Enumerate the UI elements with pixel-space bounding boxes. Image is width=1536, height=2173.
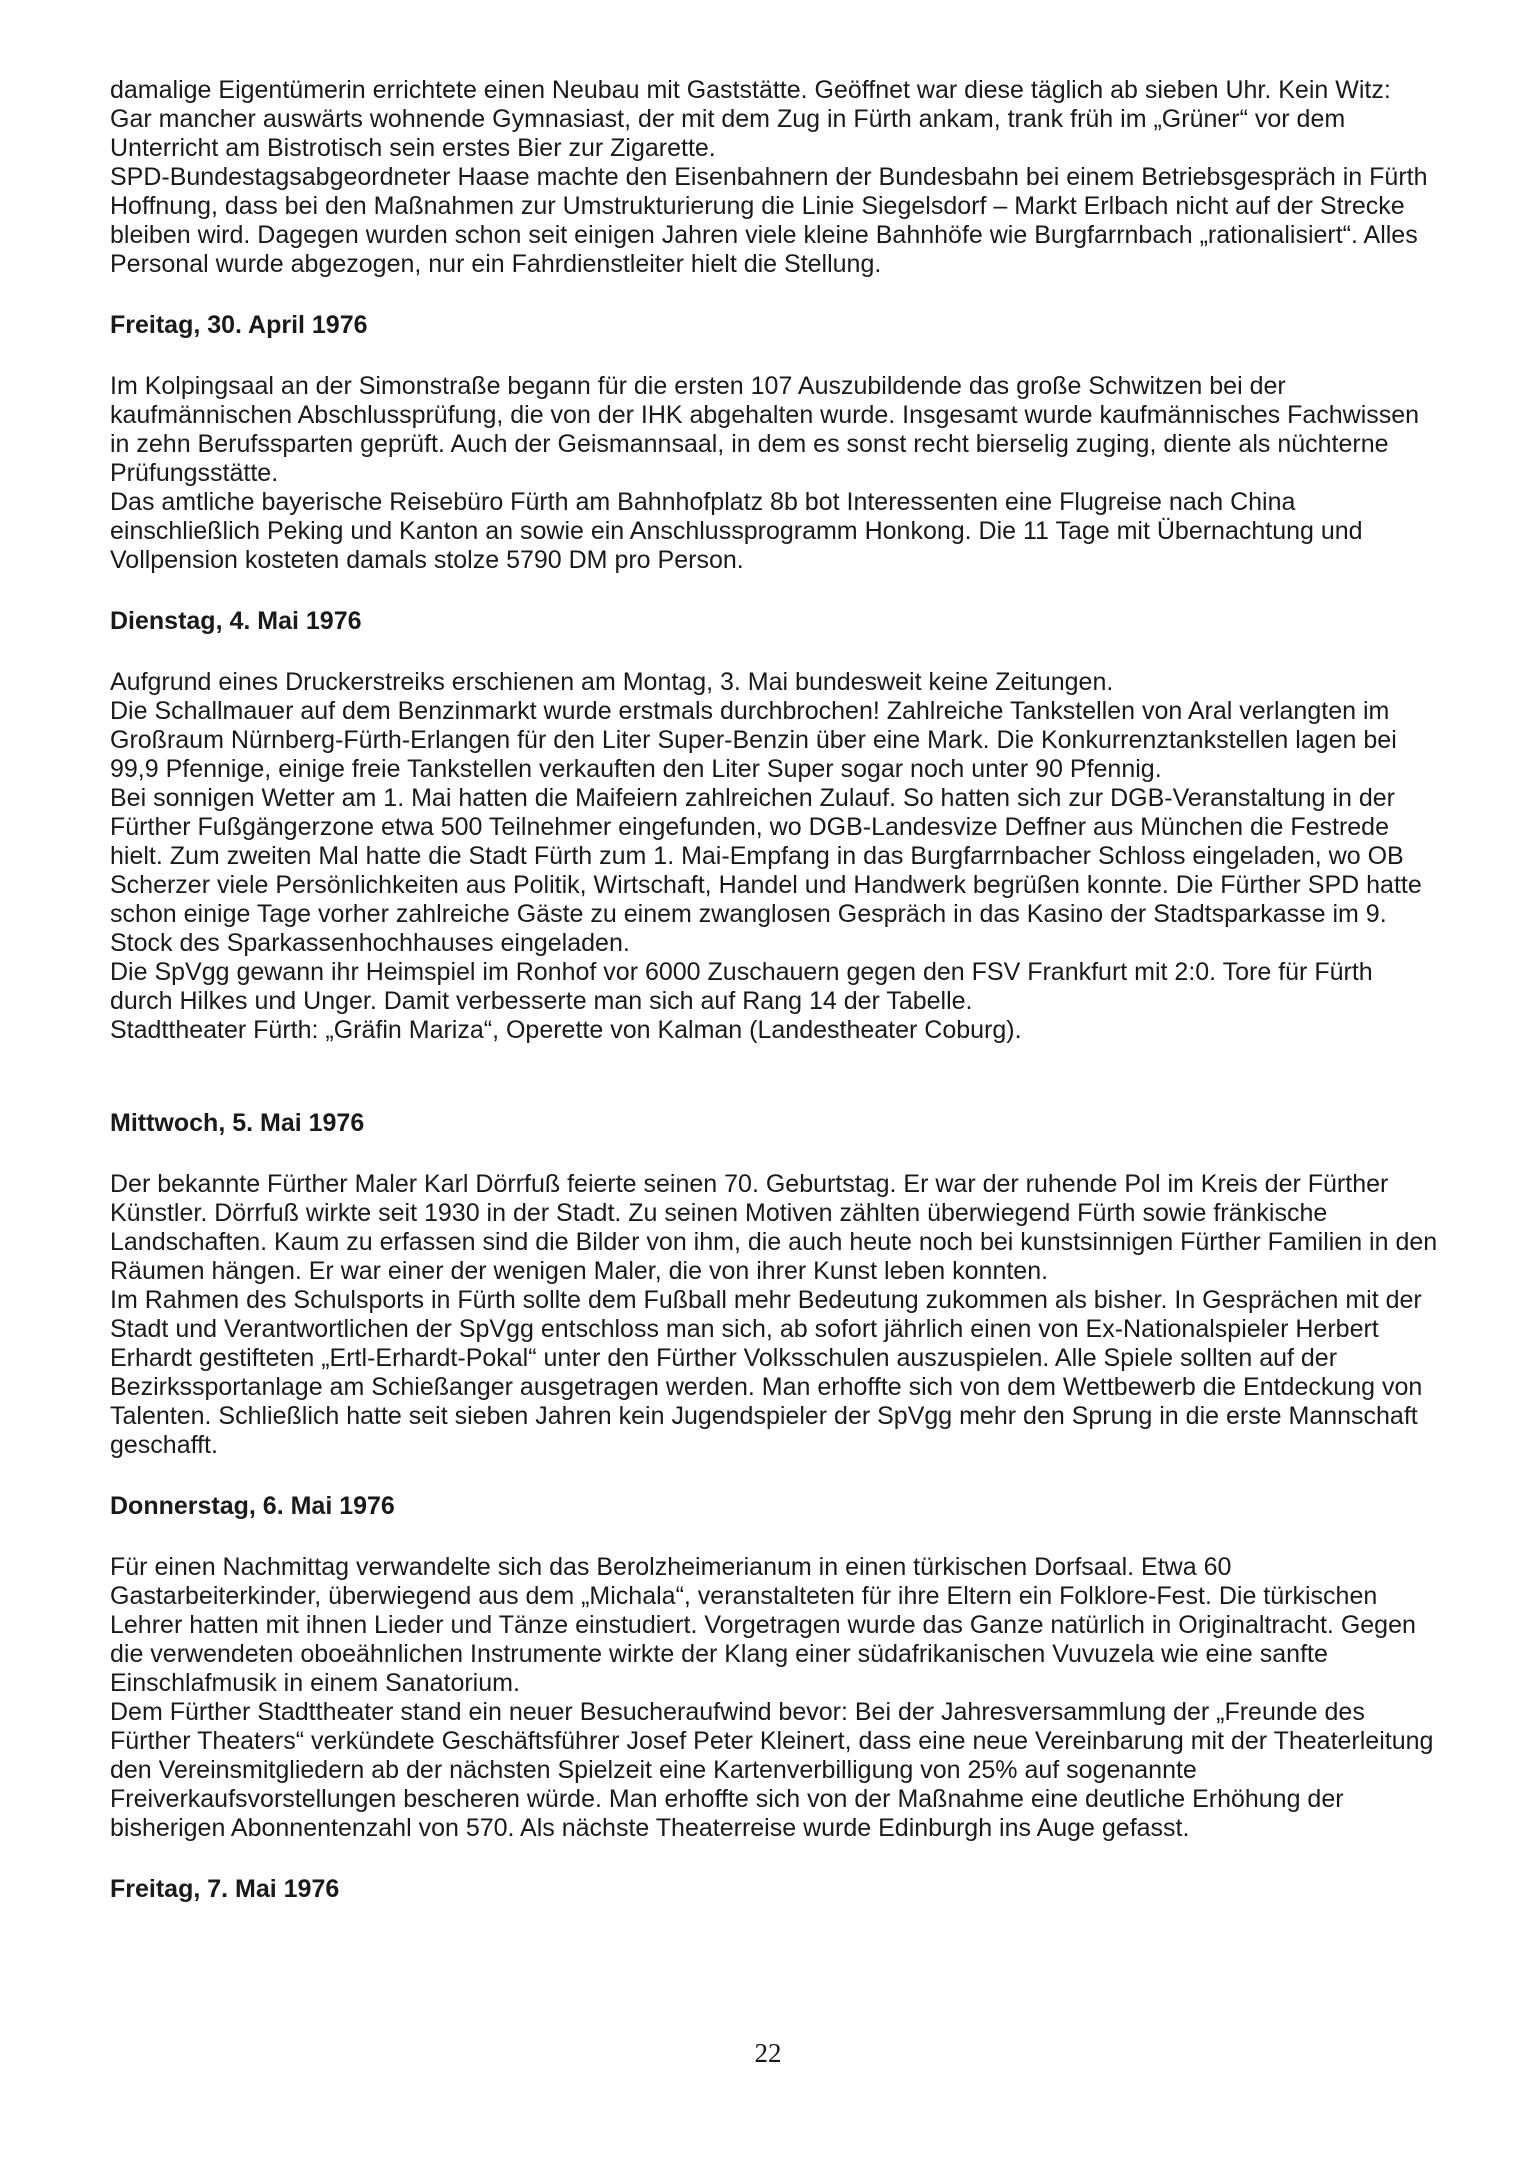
paragraph-gaststaette-neubau: damalige Eigentümerin errichtete einen Neubau mit Gaststätte. Geöffnet war diese täglich ab sieben Uhr. Kein Witz: Gar mancher auswärts wohnende Gymnasiast, der mit dem Zug in Fürth ankam, trank früh im „Grüner“ vor dem Unterricht am Bistrotisch sein erstes Bier zur Zigarette. (110, 76, 1391, 162)
paragraph-schulsport-fussball: Im Rahmen des Schulsports in Fürth sollte dem Fußball mehr Bedeutung zukommen als bisher. In Gesprächen mit der Stadt und Verantwortlichen der SpVgg entschloss man sich, ab sofort jährlich einen von Ex-Nationalspieler Herbert Erhardt gestifteten „Ertl-Erhardt-Pokal“ unter den Fürther Volksschulen auszuspielen. Alle Spiele sollten auf der Bezirkssportanlage am Schießanger ausgetragen werden. Man erhoffte sich von dem Wettbewerb die Entdeckung von Talenten. Schließlich hatte seit sieben Jahren kein Jugendspieler der SpVgg mehr den Sprung in die erste Mannschaft geschafft. (110, 1286, 1423, 1459)
paragraph-berolzheimerianum-folklore: Für einen Nachmittag verwandelte sich das Berolzheimerianum in einen türkischen Dorfsaal. Etwa 60 Gastarbeiterkinder, überwiegend aus dem „Michala“, veranstalteten für ihre Eltern ein Folklore-Fest. Die türkischen Lehrer hatten mit ihnen Lieder und Tänze einstudiert. Vorgetragen wurde das Ganze natürlich in Originaltracht. Gegen die verwendeten oboeähnlichen Instrumente wirkte der Klang einer südafrikanischen Vuvuzela wie eine sanfte Einschlafmusik in einem Sanatorium. (110, 1553, 1416, 1697)
paragraph-stadttheater-graefin-mariza: Stadttheater Fürth: „Gräfin Mariza“, Operette von Kalman (Landestheater Coburg). (110, 1016, 1022, 1044)
paragraph-kolpingsaal-pruefung: Im Kolpingsaal an der Simonstraße begann für die ersten 107 Auszubildende das große Schwitzen bei der kaufmännischen Abschlussprüfung, die von der IHK abgehalten wurde. Insgesamt wurde kaufmännisches Fachwissen in zehn Berufssparten geprüft. Auch der Geismannsaal, in dem es sonst recht bierselig zuging, diente als nüchterne Prüfungsstätte. (110, 372, 1420, 487)
paragraph-benzinpreis: Die Schallmauer auf dem Benzinmarkt wurde erstmals durchbrochen! Zahlreiche Tankstellen von Aral verlangten im Großraum Nürnberg-Fürth-Erlangen für den Liter Super-Benzin über eine Mark. Die Konkurrenztankstellen lagen bei 99,9 Pfennige, einige freie Tankstellen verkauften den Liter Super sogar noch unter 90 Pfennig. (110, 697, 1397, 783)
paragraph-maifeiern: Bei sonnigen Wetter am 1. Mai hatten die Maifeiern zahlreichen Zulauf. So hatten sich zur DGB-Veranstaltung in der Fürther Fußgängerzone etwa 500 Teilnehmer eingefunden, wo DGB-Landesvize Deffner aus München die Festrede hielt. Zum zweiten Mal hatte die Stadt Fürth zum 1. Mai-Empfang in das Burgfarrnbacher Schloss eingeladen, wo OB Scherzer viele Persönlichkeiten aus Politik, Wirtschaft, Handel und Handwerk begrüßen konnte. Die Fürther SPD hatte schon einige Tage vorher zahlreiche Gäste zu einem zwanglosen Gespräch in das Kasino der Stadtsparkasse im 9. Stock des Sparkassenhochhauses eingeladen. (110, 784, 1422, 957)
date-heading-freitag-30-april-1976: Freitag, 30. April 1976 (110, 311, 368, 339)
paragraph-reisebuero-china: Das amtliche bayerische Reisebüro Fürth am Bahnhofplatz 8b bot Interessenten eine Flugreise nach China einschließlich Peking und Kanton an sowie ein Anschlussprogramm Honkong. Die 11 Tage mit Übernachtung und Vollpension kosteten damals stolze 5790 DM pro Person. (110, 488, 1363, 574)
date-heading-dienstag-4-mai-1976: Dienstag, 4. Mai 1976 (110, 607, 362, 635)
paragraph-maler-doerrfuss: Der bekannte Fürther Maler Karl Dörrfuß feierte seinen 70. Geburtstag. Er war der ruhende Pol im Kreis der Fürther Künstler. Dörrfuß wirkte seit 1930 in der Stadt. Zu seinen Motiven zählten überwiegend Fürth sowie fränkische Landschaften. Kaum zu erfassen sind die Bilder von ihm, die auch heute noch bei kunstsinnigen Fürther Familien in den Räumen hängen. Er war einer der wenigen Maler, die von ihrer Kunst leben konnten. (110, 1170, 1438, 1285)
page-body-text (110, 76, 1438, 1936)
page-number: 22 (754, 2038, 782, 2068)
date-heading-donnerstag-6-mai-1976: Donnerstag, 6. Mai 1976 (110, 1492, 395, 1520)
paragraph-spvgg-heimspiel: Die SpVgg gewann ihr Heimspiel im Ronhof vor 6000 Zuschauern gegen den FSV Frankfurt mit 2:0. Tore für Fürth durch Hilkes und Unger. Damit verbesserte man sich auf Rang 14 der Tabelle. (110, 958, 1373, 1015)
paragraph-spd-bundesbahn: SPD-Bundestagsabgeordneter Haase machte den Eisenbahnern der Bundesbahn bei einem Betriebsgespräch in Fürth Hoffnung, dass bei den Maßnahmen zur Umstrukturierung die Linie Siegelsdorf – Markt Erlbach nicht auf der Strecke bleiben wird. Dagegen wurden schon seit einigen Jahren viele kleine Bahnhöfe wie Burgfarrnbach „rationalisiert“. Alles Personal wurde abgezogen, nur ein Fahrdienstleiter hielt die Stellung. (110, 163, 1428, 278)
paragraph-druckerstreik: Aufgrund eines Druckerstreiks erschienen am Montag, 3. Mai bundesweit keine Zeitungen. (110, 668, 1114, 696)
date-heading-freitag-7-mai-1976: Freitag, 7. Mai 1976 (110, 1875, 340, 1903)
paragraph-stadttheater-freunde: Dem Fürther Stadttheater stand ein neuer Besucheraufwind bevor: Bei der Jahresversammlung der „Freunde des Fürther Theaters“ verkündete Geschäftsführer Josef Peter Kleinert, dass eine neue Vereinbarung mit der Theaterleitung den Vereinsmitgliedern ab der nächsten Spielzeit eine Kartenverbilligung von 25% auf sogenannte Freiverkaufsvorstellungen bescheren würde. Man erhoffte sich von der Maßnahme eine deutliche Erhöhung der bisherigen Abonnentenzahl von 570. Als nächste Theaterreise wurde Edinburgh ins Auge gefasst. (110, 1698, 1434, 1842)
date-heading-mittwoch-5-mai-1976: Mittwoch, 5. Mai 1976 (110, 1109, 365, 1137)
